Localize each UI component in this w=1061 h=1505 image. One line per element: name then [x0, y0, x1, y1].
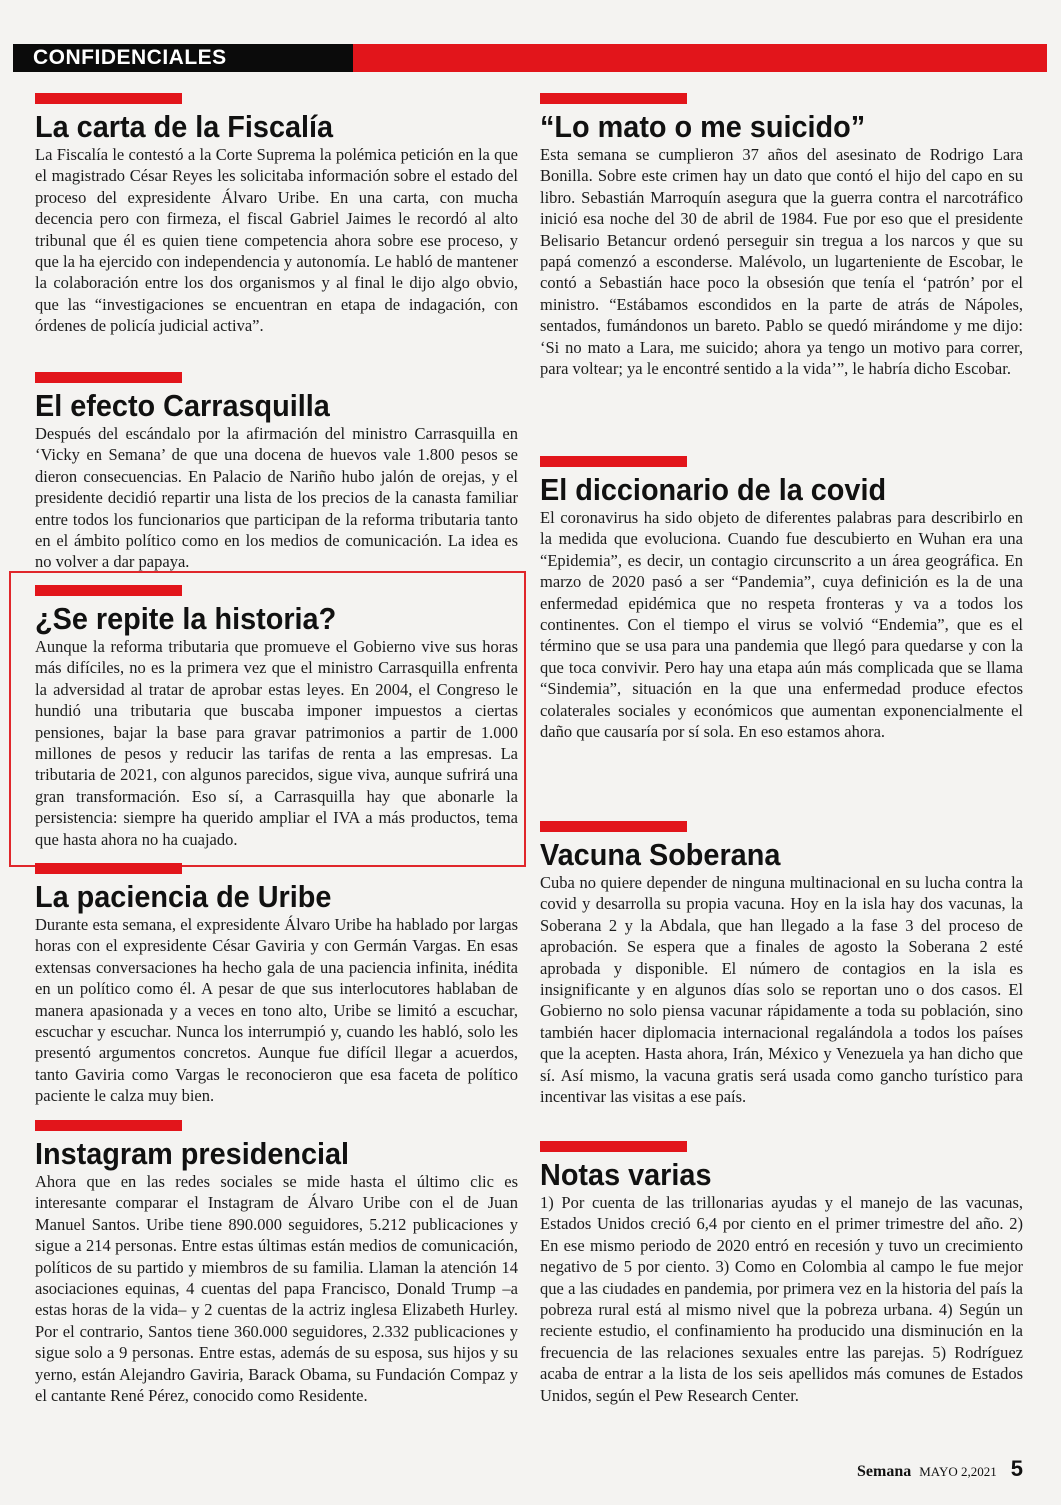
article-body: Aunque la reforma tributaria que promueve el Gobierno vive sus horas más difíciles, no es la primera vez que el ministro Carrasquilla enfrenta la adversidad al tratar de aprobar estas leyes. En 2004, el Congreso le hundió una tributaria que buscaba imponer impuestos a ciertas pensiones, bajar la base para gravar patrimonios a partir de 1.000 millones de pesos y reducir las tarifas de renta a las empresas. La tributaria de 2021, con algunos parecidos, sigue viva, aunque sufrirá una gran transformación. Eso sí, a Carrasquilla hay que abonarle la persistencia: siempre ha querido ampliar el IVA a más productos, tema que hasta ahora no ha cuajado. [35, 637, 518, 849]
article-efecto-carrasquilla [35, 372, 518, 573]
article-notas-varias [540, 1141, 1023, 1406]
article-paciencia-uribe [35, 863, 518, 1107]
section-header-red-bar [353, 44, 1047, 72]
article-body: Cuba no quiere depender de ninguna multinacional en su lucha contra la covid y desarrolla su propia vacuna. Hoy en la isla hay dos vacunas, la Soberana 2 y la Abdala, que han llegado a la fase 3 del proceso de aprobación. Se espera que a finales de agosto la Soberana 2 esté aprobada y disponible. El número de contagios en la isla es insignificante y en algunos días solo se reportan uno o dos casos. El Gobierno no solo piensa vacunar rápidamente a toda su población, sino también hacer diplomacia internacional regalándola a todos los países que la acepten. Hasta ahora, Irán, México y Venezuela ya han dicho que sí. Así mismo, la vacuna gratis será usada como gancho turístico para incentivar las visitas a ese país. [540, 873, 1023, 1107]
article-title: La carta de la Fiscalía [35, 109, 334, 144]
article-accent-bar [35, 1120, 182, 1131]
article-body: Durante esta semana, el expresidente Álvaro Uribe ha hablado por largas horas con el expresidente César Gaviria y con Germán Vargas. En esas extensas conversaciones ha hecho gala de una paciencia infinita, inédita en un político como él. A pesar de que sus interlocutores hablaban de manera apasionada y a veces en tono alto, Uribe se limitó a escuchar, escuchar y escuchar. Nunca los interrumpió y, cuando les habló, solo les presentó argumentos concretos. Aunque fue difícil llegar a acuerdos, tanto Gaviria como Vargas le reconocieron que esa faceta de político paciente le calza muy bien. [35, 915, 518, 1106]
page-footer [857, 1456, 1023, 1482]
article-body: El coronavirus ha sido objeto de diferentes palabras para describirlo en la medida que evoluciona. Cuando fue descubierto en Wuhan era una “Epidemia”, es decir, un contagio circunscrito a un área geográfica. En marzo de 2020 pasó a ser “Pandemia”, cuya definición es la de una enfermedad epidémica que no respeta fronteras y va a todos los continentes. Con el tiempo el virus se volvió “Endemia”, que es el término que se usa para una pandemia que llegó para quedarse y con la que toca convivir. Pero hay una etapa aún más complicada que se llama “Sindemia”, situación en la que una enfermedad produce efectos colaterales sociales y económicos que aumentan exponencialmente el daño que causaría por sí sola. En eso estamos ahora. [540, 508, 1023, 742]
article-accent-bar [35, 372, 182, 383]
article-title: El efecto Carrasquilla [35, 388, 330, 423]
article-diccionario-covid [540, 456, 1023, 742]
section-title: CONFIDENCIALES [33, 46, 227, 69]
article-carta-fiscalia [35, 93, 518, 337]
article-body: Después del escándalo por la afirmación del ministro Carrasquilla en ‘Vicky en Semana’ de que una docena de huevos vale 1.800 pesos se dieron consecuencias. En Palacio de Nariño hubo jalón de orejas, y el presidente decidió repartir una lista de los precios de la canasta familiar entre todos los funcionarios que participan de la reforma tributaria tanto en el ámbito político como en los medios de comunicación. La idea es no volver a dar papaya. [35, 424, 518, 572]
article-title: El diccionario de la covid [540, 472, 887, 507]
article-accent-bar [540, 821, 687, 832]
magazine-brand: Semana [856, 1463, 912, 1480]
article-accent-bar [35, 93, 182, 104]
article-body: 1) Por cuenta de las trillonarias ayudas y el manejo de las vacunas, Estados Unidos creció 6,4 por ciento en el primer trimestre del año. 2) En ese mismo periodo de 2020 entró en recesión y tuvo un crecimiento negativo de 5 por ciento. 3) Como en Colombia al campo le fue mejor que a las ciudades en pandemia, por primera vez en la historia del país la pobreza rural está al mismo nivel que la pobreza urbana. 4) Según un reciente estudio, el confinamiento ha producido una disminución en la frecuencia de las relaciones sexuales entre las parejas. 5) Rodríguez acaba de entrar a la lista de los seis apellidos más comunes de Estados Unidos, según el Pew Research Center. [540, 1193, 1023, 1405]
article-accent-bar [540, 93, 687, 104]
article-title: Notas varias [540, 1157, 712, 1192]
article-title: ¿Se repite la historia? [35, 601, 337, 636]
page-number: 5 [1010, 1456, 1023, 1481]
article-lo-mato [540, 93, 1023, 379]
article-instagram-presidencial [35, 1120, 518, 1406]
article-title: La paciencia de Uribe [35, 879, 332, 914]
article-title: Instagram presidencial [35, 1136, 350, 1171]
article-accent-bar [540, 1141, 687, 1152]
article-accent-bar [35, 863, 182, 874]
article-body: Esta semana se cumplieron 37 años del asesinato de Rodrigo Lara Bonilla. Sobre este crimen hay un dato que contó el hijo del capo en su libro. Sebastián Marroquín asegura que la guerra contra el narcotráfico inició esa noche del 30 de abril de 1984. Fue por eso que el presidente Belisario Betancur ordenó perseguir sin tregua a los narcos y que su papá comenzó a esconderse. Malévolo, un lugarteniente de Escobar, le contó a Sebastián hace poco la obsesión que tenía el ‘patrón’ por el ministro. “Estábamos escondidos en la parte de atrás de Nápoles, sentados, fumándonos un bareto. Pablo se quedó mirándome y me dijo: ‘Si no mato a Lara, me suicido; ahora ya tengo un motivo para correr, para voltear; ya le encontré sentido a la vida’”, le habría dicho Escobar. [540, 145, 1023, 379]
section-header [13, 44, 1047, 72]
issue-date: MAYO 2,2021 [919, 1464, 997, 1479]
article-title: “Lo mato o me suicido” [540, 109, 866, 144]
article-accent-bar [540, 456, 687, 467]
highlight-box [9, 571, 526, 867]
article-vacuna-soberana [540, 821, 1023, 1107]
article-body: La Fiscalía le contestó a la Corte Suprema la polémica petición en la que el magistrado César Reyes les solicitaba información sobre el estado del proceso del expresidente Álvaro Uribe. En una carta, con mucha decencia pero con firmeza, el fiscal Gabriel Jaimes le recordó al alto tribunal que él es quien tiene competencia ahora sobre ese proceso, y que la ha ejercido con independencia y autonomía. Le habló de mantener la colaboración entre los dos organismos y al final le dijo algo obvio, que las “investigaciones se encuentran en etapa de indagación, con órdenes de policía judicial activa”. [35, 145, 518, 336]
article-body: Ahora que en las redes sociales se mide hasta el último clic es interesante comparar el Instagram de Álvaro Uribe con el de Juan Manuel Santos. Uribe tiene 890.000 seguidores, 5.212 publicaciones y sigue a 214 personas. Entre estas últimas están medios de comunicación, políticos de su partido y miembros de su familia. Llaman la atención 14 asociaciones equinas, 4 cuentas del papa Francisco, Donald Trump –a estas horas de la vida– y 2 cuentas de la actriz inglesa Elizabeth Hurley. Por el contrario, Santos tiene 360.000 seguidores, 2.332 publicaciones y sigue solo a 9 personas. Entre estas, además de su esposa, sus hijos y su yerno, están Alejandro Gaviria, Barack Obama, su Fundación Compaz y el cantante René Pérez, conocido como Residente. [35, 1172, 518, 1406]
article-title: Vacuna Soberana [540, 837, 781, 872]
